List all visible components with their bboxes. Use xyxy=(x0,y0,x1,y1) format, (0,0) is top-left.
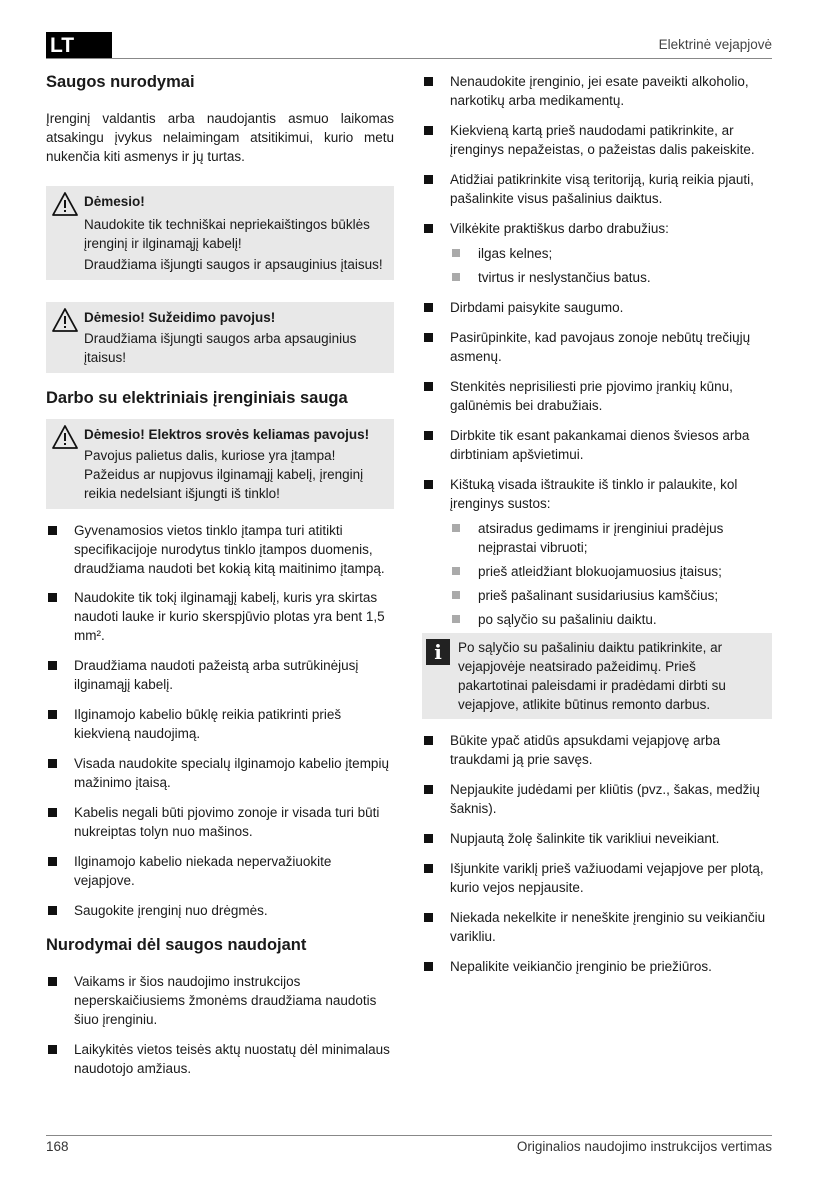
list-item: Nenaudokite įrenginio, jei esate paveikti alkoholio, narkotikų arba medikamentų. xyxy=(422,72,772,110)
section-heading-usage: Nurodymai dėl saugos naudojant xyxy=(46,936,307,954)
list-item: Stenkitės neprisiliesti prie pjovimo įrankių kūnu, galūnėmis bei drabužiais. xyxy=(422,377,772,415)
footer-divider xyxy=(46,1135,772,1136)
list-item: Gyvenamosios vietos tinklo įtampa turi atitikti specifikacijoje nurodytus tinklo įtampos duomenis, draudžiama naudoti bet kokią kitą maitinimo įtampą. xyxy=(46,521,394,578)
warning-box xyxy=(46,302,394,373)
sub-list-item: prieš atleidžiant blokuojamuosius įtaisus; xyxy=(450,562,772,581)
list-item: Atidžiai patikrinkite visą teritoriją, kurią reikia pjauti, pašalinkite visus pašalinius daiktus. xyxy=(422,170,772,208)
warning-text: Naudokite tik techniškai nepriekaištingos būklės įrenginį ir ilginamąjį kabelį! xyxy=(84,217,370,251)
sub-list xyxy=(450,244,772,287)
warning-title: Dėmesio! xyxy=(84,194,145,209)
warning-text: Pavojus palietus dalis, kuriose yra įtampa! Pažeidus ar nupjovus ilginamąjį kabelį, įrenginį reikia nedelsiant išjungti iš tinklo! xyxy=(84,448,364,501)
info-box xyxy=(422,633,772,719)
list-item: Niekada nekelkite ir neneškite įrenginio su veikiančiu varikliu. xyxy=(422,908,772,946)
info-icon: i xyxy=(426,639,450,665)
operation-safety-list xyxy=(422,731,772,976)
list-item: Saugokite įrenginį nuo drėgmės. xyxy=(46,901,394,920)
list-item: Visada naudokite specialų ilginamojo kabelio įtempių mažinimo įtaisą. xyxy=(46,754,394,792)
section-heading-safety: Saugos nurodymai xyxy=(46,73,195,91)
list-item: Pasirūpinkite, kad pavojaus zonoje nebūtų trečiųjų asmenų. xyxy=(422,328,772,366)
warning-text: Draudžiama išjungti saugos arba apsauginius įtaisus! xyxy=(84,331,357,365)
sub-list-item: prieš pašalinant susidariusius kamščius; xyxy=(450,586,772,605)
language-badge: LT xyxy=(46,32,112,59)
list-item: Vaikams ir šios naudojimo instrukcijos neperskaičiusiems žmonėms draudžiama naudotis šiuo įrenginiu. xyxy=(46,972,394,1029)
warning-box xyxy=(46,186,394,280)
warning-triangle-icon xyxy=(52,308,78,332)
page-number: 168 xyxy=(46,1139,69,1154)
general-safety-list xyxy=(422,72,772,629)
warning-text: Draudžiama išjungti saugos ir apsauginius įtaisus! xyxy=(84,257,383,272)
footer-title: Originalios naudojimo instrukcijos vertimas xyxy=(516,1139,772,1154)
list-item: Draudžiama naudoti pažeistą arba sutrūkinėjusį ilginamąjį kabelį. xyxy=(46,656,394,694)
warning-triangle-icon xyxy=(52,192,78,216)
list-item: Ilginamojo kabelio niekada nepervažiuokite vejapjove. xyxy=(46,852,394,890)
list-item xyxy=(422,219,772,287)
section-heading-electrical: Darbo su elektriniais įrenginiais sauga xyxy=(46,389,348,407)
list-item: Būkite ypač atidūs apsukdami vejapjovę arba traukdami ją prie savęs. xyxy=(422,731,772,769)
sub-list-item: atsiradus gedimams ir įrenginiui pradėjus neįprastai vibruoti; xyxy=(450,519,772,557)
list-item: Išjunkite variklį prieš važiuodami vejapjove per plotą, kurio vejos nepjausite. xyxy=(422,859,772,897)
sub-list-item: po sąlyčio su pašaliniu daiktu. xyxy=(450,610,772,629)
list-item: Dirbdami paisykite saugumo. xyxy=(422,298,772,317)
list-item: Ilginamojo kabelio būklę reikia patikrinti prieš kiekvieną naudojimą. xyxy=(46,705,394,743)
sub-list-item: tvirtus ir neslystančius batus. xyxy=(450,268,772,287)
header-divider xyxy=(46,58,772,59)
sub-list-item: ilgas kelnes; xyxy=(450,244,772,263)
list-item-text: Kištuką visada ištraukite iš tinklo ir palaukite, kol įrenginys sustos: xyxy=(450,477,738,511)
list-item: Kabelis negali būti pjovimo zonoje ir visada turi būti nukreiptas tolyn nuo mašinos. xyxy=(46,803,394,841)
list-item xyxy=(422,475,772,629)
warning-triangle-icon xyxy=(52,425,78,449)
left-column xyxy=(46,68,394,1078)
warning-box xyxy=(46,419,394,509)
warning-title: Dėmesio! Elektros srovės keliamas pavojus! xyxy=(84,427,370,442)
list-item: Dirbkite tik esant pakankamai dienos šviesos arba dirbtiniam apšvietimui. xyxy=(422,426,772,464)
list-item-text: Vilkėkite praktiškus darbo drabužius: xyxy=(450,221,669,236)
warning-title: Dėmesio! Sužeidimo pavojus! xyxy=(84,310,276,325)
list-item: Kiekvieną kartą prieš naudodami patikrinkite, ar įrenginys nepažeistas, o pažeistas dalis pakeiskite. xyxy=(422,121,772,159)
header-title: Elektrinė vejapjovė xyxy=(658,37,772,52)
list-item: Nepalikite veikiančio įrenginio be priežiūros. xyxy=(422,957,772,976)
list-item: Laikykitės vietos teisės aktų nuostatų dėl minimalaus naudotojo amžiaus. xyxy=(46,1040,394,1078)
sub-list xyxy=(450,519,772,629)
intro-paragraph: Įrenginį valdantis arba naudojantis asmuo laikomas atsakingu įvykus nelaimingam atsitikimui, kurio metu nukenčia kiti asmenys ir jų turtas. xyxy=(46,111,394,164)
usage-safety-list xyxy=(46,972,394,1078)
list-item: Nupjautą žolę šalinkite tik varikliui neveikiant. xyxy=(422,829,772,848)
right-column xyxy=(422,68,772,976)
list-item: Nepjaukite judėdami per kliūtis (pvz., šakas, medžių šaknis). xyxy=(422,780,772,818)
info-text: Po sąlyčio su pašaliniu daiktu patikrinkite, ar vejapjovėje neatsirado pažeidimų. Prieš pakartotinai paleisdami ir pradėdami dirbti su vejapjove, atlikite būtinus remonto darbus. xyxy=(458,640,726,712)
electrical-safety-list xyxy=(46,521,394,920)
list-item: Naudokite tik tokį ilginamąjį kabelį, kuris yra skirtas naudoti lauke ir kurio skerspjūvio plotas yra bent 1,5 mm². xyxy=(46,588,394,645)
